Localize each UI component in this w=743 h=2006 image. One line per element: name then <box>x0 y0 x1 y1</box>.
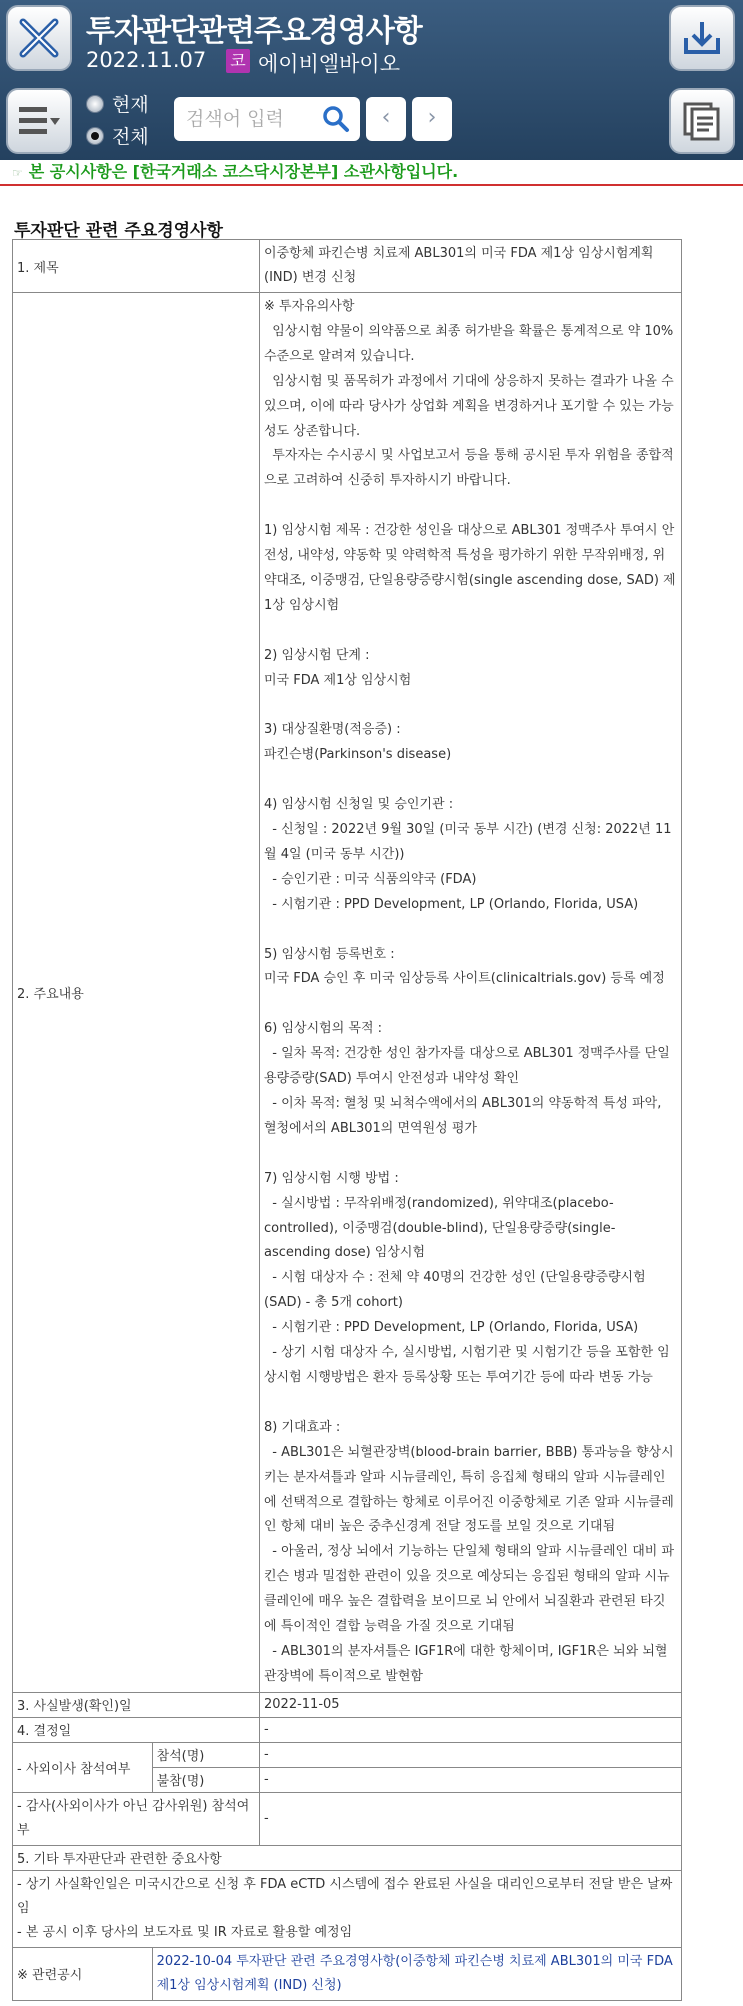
search-icon[interactable] <box>322 105 350 133</box>
download-icon <box>680 16 724 60</box>
disclosure-date: 2022.11.07 <box>86 48 207 72</box>
table-row <box>13 240 682 293</box>
outside-director-label: - 사외이사 참석여부 <box>13 1742 153 1792</box>
table-row <box>13 293 682 1693</box>
document-title: 투자판단 관련 주요경영사항 <box>14 221 223 241</box>
radio-all-label: 전체 <box>112 126 149 148</box>
next-button[interactable] <box>412 97 452 141</box>
title-label: 1. 제목 <box>13 240 260 293</box>
disclosure-table <box>12 239 682 2001</box>
menu-icon <box>16 101 62 141</box>
decision-date-value: - <box>260 1717 682 1742</box>
auditor-value: - <box>260 1792 682 1845</box>
other-matters-label: 5. 기타 투자판단과 관련한 중요사항 <box>13 1845 682 1870</box>
table-row <box>13 1692 682 1717</box>
jurisdiction-notice <box>0 160 743 186</box>
radio-current[interactable] <box>86 90 149 117</box>
menu-button[interactable] <box>6 88 72 154</box>
absent-label: 불참(명) <box>152 1767 259 1792</box>
title-value: 이중항체 파킨슨병 치료제 ABL301의 미국 FDA 제1상 임상시험계획 (IND) 변경 신청 <box>260 240 682 293</box>
radio-all-dot[interactable] <box>86 127 104 145</box>
market-badge: 코 <box>226 49 250 73</box>
radio-current-dot[interactable] <box>86 95 104 113</box>
page-title: 투자판단관련주요경영사항 <box>86 14 422 49</box>
absent-value: - <box>260 1767 682 1792</box>
close-button[interactable] <box>6 5 72 71</box>
attend-label: 참석(명) <box>152 1742 259 1767</box>
search-box[interactable] <box>174 97 360 141</box>
related-label: ※ 관련공시 <box>13 1947 153 2000</box>
other-matters-value: - 상기 사실확인일은 미국시간으로 신청 후 FDA eCTD 시스템에 접수 완료된 사실을 대리인으로부터 전달 받은 날짜임 - 본 공시 이후 당사의 보도자료 및 IR 자료로 활용할 예정임 <box>13 1870 682 1947</box>
table-row <box>13 1742 682 1767</box>
table-row <box>13 1717 682 1742</box>
table-row <box>13 1870 682 1947</box>
document-list-icon <box>681 100 723 142</box>
related-disclosure-link[interactable]: 2022-10-04 투자판단 관련 주요경영사항(이중항체 파킨슨병 치료제 ABL301의 미국 FDA 제1상 임상시험계획 (IND) 신청) <box>156 1953 673 1993</box>
prev-icon: ‹ <box>381 105 391 130</box>
notice-text: 본 공시사항은 [한국거래소 코스닥시장본부] 소관사항입니다. <box>28 162 459 181</box>
main-content-value: ※ 투자유의사항 임상시험 약물이 의약품으로 최종 허가받을 확률은 통계적으로 약 10% 수준으로 알려져 있습니다. 임상시험 및 품목허가 과정에서 기대에 상응하지 못하는 결과가 나올 수 있으며, 이에 따라 당사가 상업화 계획을 변경하거나 포기할 수 있는 가능성도 상존합니다. 투자자는 수시공시 및 사업보고서 등을 통해 공시된 투자 위험을 종합적으로 고려하여 신중히 투자하시기 바랍니다. 1) 임상시험 제목 : 건강한 성인을 대상으로 ABL301 정맥주사 투여시 안전성, 내약성, 약동학 및 약력학적 특성을 평가하기 위한 무작위배정, 위약대조, 이중맹검, 단일용량증량시험(single ascending dose, SAD) 제1상 임상시험 2) 임상시험 단계 : 미국 FDA 제1상 임상시험 3) 대상질환명(적응증) : 파킨슨병(Parkinson's disease) 4) 임상시험 신청일 및 승인기관 : - 신청일 : 2022년 9월 30일 (미국 동부 시간) (변경 신청: 2022년 11월 4일 (미국 동부 시간)) - 승인기관 : 미국 식품의약국 (FDA) - 시험기관 : PPD Development, LP (Orlando, Florida, USA) 5) 임상시험 등록번호 : 미국 FDA 승인 후 미국 임상등록 사이트(clinicaltrials.gov) 등록 예정 6) 임상시험의 목적 : - 일차 목적: 건강한 성인 참가자를 대상으로 ABL301 정맥주사를 단일용량증량(SAD) 투여시 안전성과 내약성 확인 - 이차 목적: 혈청 및 뇌척수액에서의 ABL301의 약동학적 특성 파악, 혈청에서의 ABL301의 면역원성 평가 7) 임상시험 시행 방법 : - 실시방법 : 무작위배정(randomized), 위약대조(placebo-controlled), 이중맹검(double-blind), 단일용량증량(single-ascending dose) 임상시험 - 시험 대상자 수 : 전체 약 40명의 건강한 성인 (단일용량증량시험(SAD) - 총 5개 cohort) - 시험기관 : PPD Development, LP (Orlando, Florida, USA) - 상기 시험 대상자 수, 실시방법, 시험기관 및 시험기간 등을 포함한 임상시험 시행방법은 환자 등록상황 또는 투여기간 등에 따라 변동 가능 8) 기대효과 : - ABL301은 뇌혈관장벽(blood-brain barrier, BBB) 통과능을 향상시키는 분자셔틀과 알파 시뉴클레인, 특히 응집체 형태의 알파 시뉴클레인에 선택적으로 결합하는 항체로 이루어진 이중항체로 기존 알파 시뉴클레인 항체 대비 높은 중추신경계 전달 정도를 보일 것으로 기대됨 - 아울러, 정상 뇌에서 기능하는 단일체 형태의 알파 시뉴클레인 대비 파킨슨 병과 밀접한 관련이 있을 것으로 예상되는 응집된 형태의 알파 시뉴클레인에 매우 높은 결합력을 보이므로 뇌 안에서 뇌질환과 관련된 타깃에 특이적인 결합 능력을 가질 것으로 기대됨 - ABL301의 분자셔틀은 IGF1R에 대한 항체이며, IGF1R은 뇌와 뇌혈관장벽에 특이적으로 발현함 <box>260 293 682 1693</box>
table-row <box>13 1947 682 2000</box>
attend-value: - <box>260 1742 682 1767</box>
decision-date-label: 4. 결정일 <box>13 1717 260 1742</box>
app-header <box>0 0 743 160</box>
radio-all[interactable] <box>86 122 149 149</box>
close-icon <box>15 14 63 62</box>
radio-current-label: 현재 <box>112 94 149 116</box>
download-button[interactable] <box>669 5 735 71</box>
auditor-label: - 감사(사외이사가 아닌 감사위원) 참석여부 <box>13 1792 260 1845</box>
table-row <box>13 1792 682 1845</box>
related-disclosure <box>152 1947 681 2000</box>
document-list-button[interactable] <box>669 88 735 154</box>
table-row <box>13 1845 682 1870</box>
pointer-icon: ☞ <box>12 166 23 180</box>
fact-date-label: 3. 사실발생(확인)일 <box>13 1692 260 1717</box>
search-input[interactable] <box>184 107 318 131</box>
next-icon: › <box>427 105 437 130</box>
main-content-label: 2. 주요내용 <box>13 293 260 1693</box>
prev-button[interactable] <box>366 97 406 141</box>
company-name[interactable]: 에이비엘바이오 <box>258 52 401 76</box>
fact-date-value: 2022-11-05 <box>260 1692 682 1717</box>
